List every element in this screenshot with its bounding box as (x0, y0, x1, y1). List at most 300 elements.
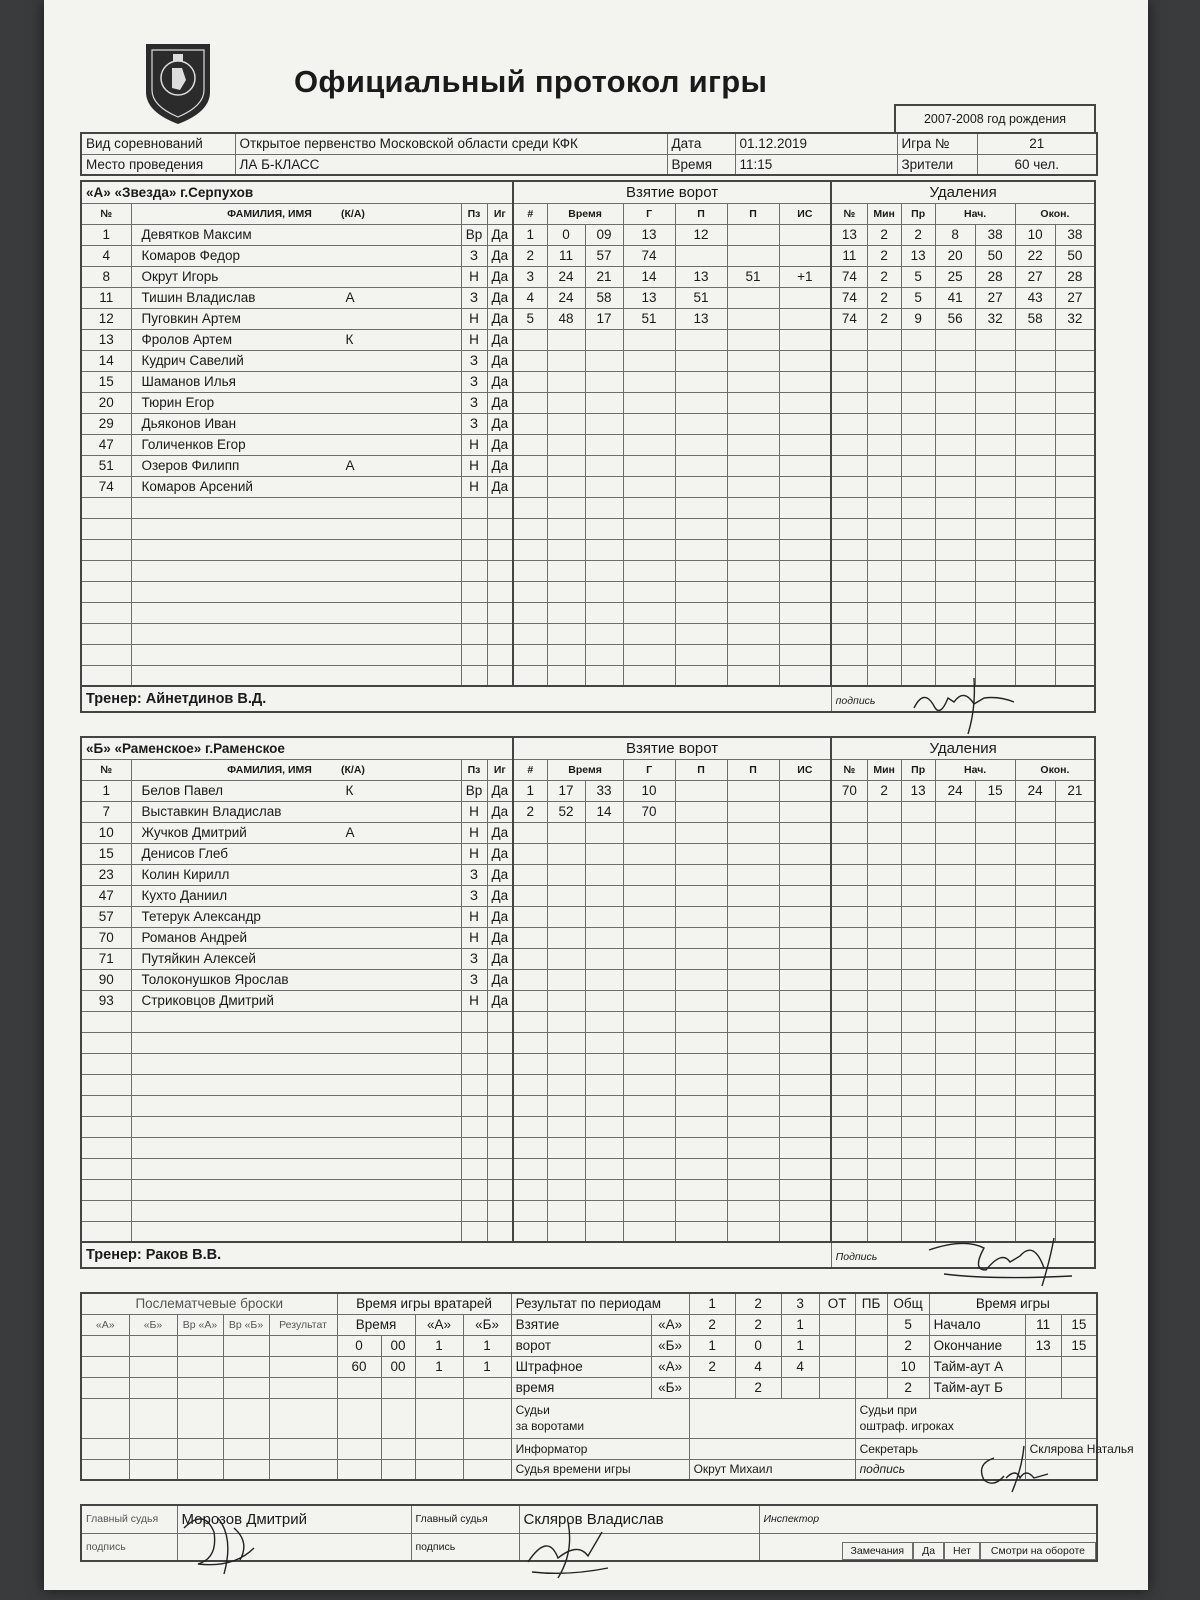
penalty-player (831, 560, 867, 581)
goal-number: 1 (513, 780, 547, 801)
periods-title: Результат по периодам (511, 1293, 689, 1314)
penalty-reason: 13 (901, 245, 935, 266)
goal-number (513, 885, 547, 906)
player-name-cell (131, 329, 461, 350)
penalty-end-sec: 50 (1055, 245, 1095, 266)
penalty-start-sec: 50 (975, 245, 1015, 266)
penalty-start-sec (975, 455, 1015, 476)
penalty-end-min (1015, 455, 1055, 476)
goal-minute (547, 822, 585, 843)
penalty-end-min (1015, 371, 1055, 392)
penalty-start-min (935, 885, 975, 906)
penalty-start-sec (975, 969, 1015, 990)
goal-scorer (623, 1158, 675, 1179)
player-name-cell (131, 1158, 461, 1179)
penalty-reason: 5 (901, 266, 935, 287)
goal-situation (779, 392, 831, 413)
team-b-tag: «Б» (651, 1335, 689, 1356)
player-number: 15 (81, 843, 131, 864)
penalty-start-min (935, 539, 975, 560)
penalty-minutes (867, 1032, 901, 1053)
goal-number (513, 434, 547, 455)
player-role: А (345, 290, 355, 305)
goalie-second: 00 (381, 1335, 415, 1356)
penalty-end-min (1015, 1179, 1055, 1200)
goal-number (513, 581, 547, 602)
penalty-a-period: 2 (689, 1356, 735, 1377)
goal-situation (779, 906, 831, 927)
informator-label: Информатор (511, 1438, 689, 1459)
goals-b-period: 1 (781, 1335, 819, 1356)
player-played: Да (487, 224, 513, 245)
penalty-minutes (867, 560, 901, 581)
remarks-no: Нет (944, 1542, 980, 1560)
table-row (81, 1137, 1095, 1158)
goal-assist-1 (675, 948, 727, 969)
chief-judge-2: Скляров Владислав (519, 1505, 759, 1533)
penalty-end-min: 58 (1015, 308, 1055, 329)
penalty-end-sec (1055, 518, 1095, 539)
goal-scorer (623, 1053, 675, 1074)
timeout-a-label: Тайм-аут А (929, 1356, 1025, 1377)
period-col: ПБ (855, 1293, 887, 1314)
penalty-player (831, 350, 867, 371)
table-row (81, 1032, 1095, 1053)
goal-assist-1 (675, 1095, 727, 1116)
goal-scorer (623, 539, 675, 560)
goal-assist-1 (675, 1221, 727, 1242)
goal-assist-1 (675, 1053, 727, 1074)
goal-minute: 0 (547, 224, 585, 245)
penalty-minutes (867, 455, 901, 476)
period-col: 2 (735, 1293, 781, 1314)
col-assist-2: П (727, 203, 779, 224)
goal-assist-1 (675, 1200, 727, 1221)
goal-assist-1 (675, 455, 727, 476)
penalty-end-min (1015, 843, 1055, 864)
penalty-reason (901, 1032, 935, 1053)
penalty-end-min (1015, 1074, 1055, 1095)
penalty-end-min (1015, 413, 1055, 434)
player-number (81, 1137, 131, 1158)
table-row (81, 1011, 1095, 1032)
player-position: З (461, 245, 487, 266)
goal-situation (779, 927, 831, 948)
penalty-reason (901, 801, 935, 822)
player-played: Да (487, 455, 513, 476)
remarks-label: Замечания (842, 1542, 914, 1560)
penalty-start-min (935, 371, 975, 392)
goal-second (585, 1074, 623, 1095)
table-row (81, 1158, 1095, 1179)
secretary-name: Склярова Наталья (1025, 1438, 1097, 1459)
shootout-col: Вр «А» (177, 1314, 223, 1335)
player-number (81, 602, 131, 623)
goal-number (513, 371, 547, 392)
penalty-start-sec (975, 1011, 1015, 1032)
goal-scorer (623, 560, 675, 581)
col-number: № (81, 759, 131, 780)
document-title: Официальный протокол игры (294, 64, 768, 99)
player-name: Стриковцов Дмитрий (141, 993, 274, 1008)
goal-situation (779, 864, 831, 885)
table-row (81, 948, 1095, 969)
penalty-start-min (935, 906, 975, 927)
goal-second (585, 392, 623, 413)
penalty-minutes: 2 (867, 266, 901, 287)
goal-assist-1 (675, 581, 727, 602)
col-position: Пз (461, 759, 487, 780)
penalty-start-sec (975, 927, 1015, 948)
goal-situation (779, 644, 831, 665)
goal-number (513, 822, 547, 843)
goal-assist-1 (675, 476, 727, 497)
goal-situation (779, 801, 831, 822)
goal-situation (779, 497, 831, 518)
player-name-cell (131, 1074, 461, 1095)
penalty-reason (901, 644, 935, 665)
penalty-b-period (819, 1377, 855, 1398)
player-number: 57 (81, 906, 131, 927)
penalty-start-sec: 27 (975, 287, 1015, 308)
goal-situation (779, 623, 831, 644)
col-name (131, 203, 461, 224)
player-number (81, 539, 131, 560)
goal-scorer: 14 (623, 266, 675, 287)
penalty-end-sec (1055, 1074, 1095, 1095)
penalty-end-sec (1055, 801, 1095, 822)
player-position (461, 1032, 487, 1053)
goals-b-period (855, 1335, 887, 1356)
penalty-end-min (1015, 497, 1055, 518)
col-pen-number: № (831, 203, 867, 224)
chief-judge-label-2: Главный судья (411, 1505, 519, 1533)
penalty-player (831, 644, 867, 665)
goal-number (513, 906, 547, 927)
goal-second (585, 602, 623, 623)
goal-assist-1 (675, 392, 727, 413)
penalty-reason (901, 602, 935, 623)
goal-assist-2 (727, 224, 779, 245)
goalie-b: 1 (463, 1356, 511, 1377)
penalty-end-sec (1055, 497, 1095, 518)
player-position (461, 665, 487, 686)
col-goal-number: # (513, 203, 547, 224)
penalty-reason (901, 392, 935, 413)
penalty-start-sec (975, 990, 1015, 1011)
goal-situation (779, 308, 831, 329)
team-a-tag: «А» (651, 1314, 689, 1335)
player-position (461, 1095, 487, 1116)
player-number (81, 623, 131, 644)
penalty-player: 11 (831, 245, 867, 266)
penalty-player (831, 1011, 867, 1032)
penalty-start-sec (975, 906, 1015, 927)
penalty-start-sec (975, 1095, 1015, 1116)
goal-scorer (623, 1116, 675, 1137)
player-played: Да (487, 780, 513, 801)
goal-second (585, 927, 623, 948)
penalty-start-sec (975, 392, 1015, 413)
penalty-minutes (867, 801, 901, 822)
penalty-reason (901, 1074, 935, 1095)
player-number: 90 (81, 969, 131, 990)
goalie-col-a: «А» (415, 1314, 463, 1335)
penalty-reason (901, 969, 935, 990)
venue-label: Место проведения (81, 154, 235, 175)
goal-assist-1 (675, 644, 727, 665)
player-played: Да (487, 245, 513, 266)
goal-number (513, 1011, 547, 1032)
goal-scorer: 10 (623, 780, 675, 801)
goal-number (513, 518, 547, 539)
penalty-minutes (867, 665, 901, 686)
col-pen-start: Нач. (935, 759, 1015, 780)
informator-value (689, 1438, 855, 1459)
goal-number (513, 413, 547, 434)
goal-number (513, 1116, 547, 1137)
penalty-start-min (935, 518, 975, 539)
goal-second (585, 1200, 623, 1221)
player-position (461, 1179, 487, 1200)
col-played: Иг (487, 203, 513, 224)
player-played (487, 1221, 513, 1242)
penalty-start-min (935, 329, 975, 350)
penalty-reason (901, 623, 935, 644)
goal-assist-2 (727, 969, 779, 990)
penalty-end-min (1015, 476, 1055, 497)
end-hour: 13 (1025, 1335, 1061, 1356)
penalty-start-sec (975, 864, 1015, 885)
goal-assist-2 (727, 287, 779, 308)
timeout-b-label: Тайм-аут Б (929, 1377, 1025, 1398)
goal-scorer (623, 969, 675, 990)
penalty-player (831, 539, 867, 560)
player-number (81, 1200, 131, 1221)
player-position (461, 518, 487, 539)
player-number (81, 581, 131, 602)
goal-scorer (623, 392, 675, 413)
goal-minute (547, 1221, 585, 1242)
player-number (81, 644, 131, 665)
player-position (461, 602, 487, 623)
penalty-start-sec (975, 843, 1015, 864)
penalty-start-min (935, 843, 975, 864)
penalty-start-min (935, 623, 975, 644)
player-name-cell (131, 864, 461, 885)
goal-assist-2 (727, 392, 779, 413)
penalty-start-min (935, 1074, 975, 1095)
goal-scorer (623, 843, 675, 864)
inspector-label: Инспектор (759, 1505, 1097, 1533)
goal-assist-2 (727, 1200, 779, 1221)
goal-second (585, 822, 623, 843)
penalty-start-sec (975, 1053, 1015, 1074)
chief-judge-2-signature-icon (518, 1512, 618, 1582)
table-row (81, 864, 1095, 885)
goal-assist-1 (675, 539, 727, 560)
goal-assist-2 (727, 350, 779, 371)
penalty-start-sec: 38 (975, 224, 1015, 245)
goal-minute (547, 350, 585, 371)
goal-minute (547, 843, 585, 864)
goal-scorer (623, 371, 675, 392)
penalty-start-min (935, 969, 975, 990)
goal-second (585, 1032, 623, 1053)
col-pen-reason: Пр (901, 759, 935, 780)
goal-number (513, 1053, 547, 1074)
period-col: Общ (887, 1293, 929, 1314)
player-name-cell (131, 1179, 461, 1200)
player-name: Кухто Даниил (141, 888, 228, 903)
player-name-cell (131, 476, 461, 497)
goal-scorer (623, 350, 675, 371)
goal-assist-2 (727, 822, 779, 843)
player-name-cell (131, 665, 461, 686)
penalty-end-min (1015, 822, 1055, 843)
player-name: Тетерук Александр (141, 909, 261, 924)
secretary-label: Секретарь (855, 1438, 1025, 1459)
table-row (81, 644, 1095, 665)
penalty-end-sec (1055, 822, 1095, 843)
penalty-start-min (935, 1095, 975, 1116)
player-played (487, 539, 513, 560)
player-number (81, 497, 131, 518)
goal-situation (779, 455, 831, 476)
player-number: 10 (81, 822, 131, 843)
goal-minute: 48 (547, 308, 585, 329)
penalty-start-sec (975, 1200, 1015, 1221)
goal-situation (779, 1221, 831, 1242)
penalty-reason (901, 1011, 935, 1032)
penalty-minutes (867, 497, 901, 518)
goalie-a: 1 (415, 1335, 463, 1356)
penalty-player (831, 1221, 867, 1242)
goal-second (585, 476, 623, 497)
goal-assist-1 (675, 371, 727, 392)
chief-judge-1-signature-icon (174, 1498, 274, 1578)
goal-second (585, 885, 623, 906)
col-position: Пз (461, 203, 487, 224)
player-played: Да (487, 927, 513, 948)
player-position: Н (461, 434, 487, 455)
penalty-player (831, 927, 867, 948)
penalty-end-min (1015, 581, 1055, 602)
penalty-reason (901, 497, 935, 518)
player-position: Н (461, 476, 487, 497)
goal-number (513, 623, 547, 644)
goal-scorer (623, 906, 675, 927)
table-row (81, 990, 1095, 1011)
table-row (81, 560, 1095, 581)
player-position (461, 644, 487, 665)
penalty-end-min (1015, 1032, 1055, 1053)
penalty-reason: 13 (901, 780, 935, 801)
goalie-second: 00 (381, 1356, 415, 1377)
penalty-reason: 2 (901, 224, 935, 245)
goal-assist-1 (675, 623, 727, 644)
player-name-cell (131, 1032, 461, 1053)
col-played: Иг (487, 759, 513, 780)
penalty-a-period: 4 (735, 1356, 781, 1377)
goal-situation (779, 413, 831, 434)
goal-number (513, 497, 547, 518)
player-number: 1 (81, 224, 131, 245)
player-name: Романов Андрей (141, 930, 247, 945)
goal-second: 14 (585, 801, 623, 822)
penalty-minutes (867, 518, 901, 539)
goal-assist-1 (675, 864, 727, 885)
player-name-cell (131, 539, 461, 560)
table-row (81, 371, 1095, 392)
goal-minute (547, 413, 585, 434)
penalty-reason (901, 906, 935, 927)
goal-minute (547, 434, 585, 455)
penalty-reason (901, 434, 935, 455)
goal-assist-1 (675, 1074, 727, 1095)
penalty-reason: 5 (901, 287, 935, 308)
goal-number: 2 (513, 245, 547, 266)
penalty-end-min (1015, 392, 1055, 413)
goal-second: 57 (585, 245, 623, 266)
goal-assist-2: 51 (727, 266, 779, 287)
player-position: З (461, 371, 487, 392)
goal-assist-2 (727, 518, 779, 539)
player-played: Да (487, 392, 513, 413)
goals-a-period (855, 1314, 887, 1335)
goal-assist-1 (675, 602, 727, 623)
penalty-end-min (1015, 602, 1055, 623)
penalty-reason (901, 822, 935, 843)
goal-assist-2 (727, 1011, 779, 1032)
penalty-start-sec (975, 434, 1015, 455)
player-position: З (461, 885, 487, 906)
penalty-start-min (935, 864, 975, 885)
player-position (461, 581, 487, 602)
timekeeper-name: Окрут Михаил (689, 1459, 855, 1480)
penalty-end-sec (1055, 329, 1095, 350)
goal-number (513, 948, 547, 969)
penalty-start-sec (975, 822, 1015, 843)
goal-assist-2 (727, 948, 779, 969)
goal-scorer (623, 1221, 675, 1242)
penalty-player (831, 329, 867, 350)
penalty-start-sec: 32 (975, 308, 1015, 329)
penalty-reason (901, 1200, 935, 1221)
goal-situation (779, 1032, 831, 1053)
player-number: 23 (81, 864, 131, 885)
goal-second (585, 413, 623, 434)
table-row (81, 581, 1095, 602)
player-played (487, 1011, 513, 1032)
penalty-end-sec (1055, 413, 1095, 434)
goal-minute: 52 (547, 801, 585, 822)
player-played: Да (487, 287, 513, 308)
penalty-minutes (867, 392, 901, 413)
date-value: 01.12.2019 (735, 133, 897, 154)
player-role: А (345, 458, 355, 473)
player-number (81, 1158, 131, 1179)
goals-section-title: Взятие ворот (513, 181, 831, 203)
goal-scorer (623, 476, 675, 497)
player-played (487, 602, 513, 623)
penalty-reason (901, 1179, 935, 1200)
goal-scorer (623, 885, 675, 906)
protocol-sheet (44, 0, 1148, 1590)
goal-situation (779, 990, 831, 1011)
goal-situation: +1 (779, 266, 831, 287)
penalty-end-sec (1055, 371, 1095, 392)
